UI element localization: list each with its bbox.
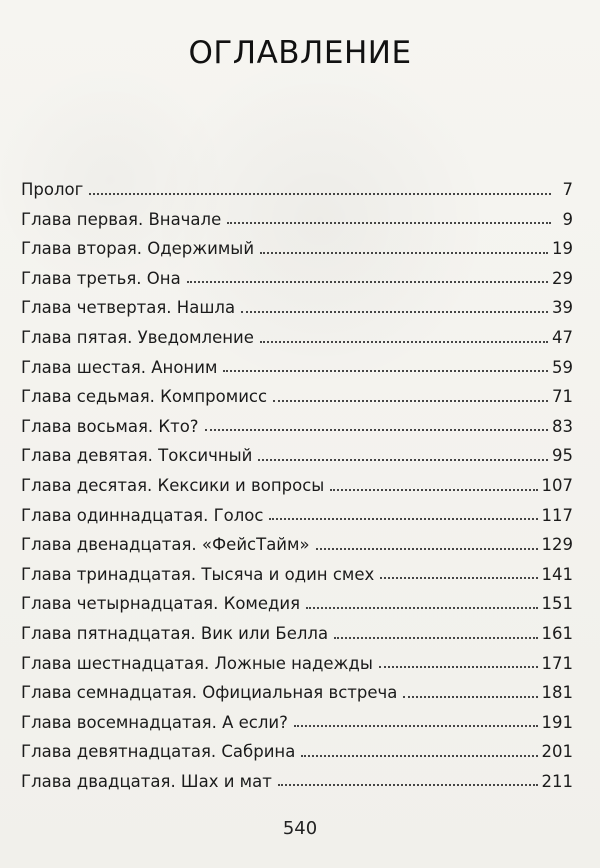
toc-entry [21, 583, 573, 613]
toc-entry-page-number: 107 [541, 476, 573, 496]
dot-leader [403, 696, 537, 698]
toc-entry-title: Глава шестая. Аноним [21, 357, 218, 377]
toc-entry [21, 376, 573, 406]
toc-entry [21, 258, 573, 288]
toc-entry-title: Глава пятая. Уведомление [21, 328, 254, 348]
toc-entry-title: Глава восемнадцатая. А если? [21, 712, 288, 732]
toc-entry-page-number: 141 [541, 564, 573, 584]
toc-entry [21, 731, 573, 761]
toc-entry [21, 317, 573, 347]
dot-leader [380, 577, 537, 579]
dot-leader [258, 459, 548, 461]
toc-entry [21, 702, 573, 732]
toc-entry-title: Глава вторая. Одержимый [21, 239, 255, 259]
toc-entry-title: Глава четвертая. Нашла [21, 298, 236, 318]
toc-entry [21, 465, 573, 495]
toc-entry-page-number: 29 [552, 268, 573, 288]
toc-entry-title: Глава восьмая. Кто? [21, 416, 199, 436]
dot-leader [205, 429, 548, 431]
toc-entry-title: Глава четырнадцатая. Комедия [21, 594, 301, 614]
toc-entry-title: Глава семнадцатая. Официальная встреча [21, 683, 398, 703]
toc-entry-title: Глава третья. Она [21, 268, 181, 288]
dot-leader [223, 370, 548, 372]
dot-leader [187, 281, 548, 283]
dot-leader [379, 666, 538, 668]
toc-entry-page-number: 171 [541, 653, 573, 673]
toc-entry-title: Глава шестнадцатая. Ложные надежды [21, 653, 373, 673]
toc-entry [21, 169, 573, 199]
toc-entry-title: Глава девятая. Токсичный [21, 446, 253, 466]
toc-entry [21, 228, 573, 258]
toc-entry [21, 435, 573, 465]
toc-entry-page-number: 95 [552, 446, 573, 466]
toc-entry-title: Глава двенадцатая. «ФейсТайм» [21, 535, 310, 555]
toc-entry-page-number: 71 [552, 387, 573, 407]
toc-entry-title: Глава тринадцатая. Тысяча и один смех [21, 564, 375, 584]
toc-entry [21, 287, 573, 317]
dot-leader [294, 725, 538, 727]
toc-entry [21, 613, 573, 643]
toc-entry [21, 761, 573, 791]
dot-leader [301, 755, 537, 757]
toc-entry-page-number: 181 [541, 683, 573, 703]
toc-entry [21, 672, 573, 702]
toc-entry [21, 524, 573, 554]
toc-entry-page-number: 19 [552, 239, 573, 259]
toc-entry-page-number: 7 [562, 180, 573, 200]
toc-entry-page-number: 191 [541, 712, 573, 732]
toc-entry [21, 406, 573, 436]
toc-entry-page-number: 117 [541, 505, 573, 525]
table-of-contents [21, 169, 573, 790]
toc-entry-page-number: 151 [541, 594, 573, 614]
dot-leader [278, 784, 538, 786]
toc-entry-title: Глава первая. Вначале [21, 209, 222, 229]
toc-entry-title: Глава девятнадцатая. Сабрина [21, 742, 296, 762]
dot-leader [241, 311, 548, 313]
toc-entry [21, 643, 573, 673]
dot-leader [330, 489, 537, 491]
toc-entry-title: Глава пятнадцатая. Вик или Белла [21, 624, 329, 643]
toc-entry [21, 554, 573, 584]
toc-entry-page-number: 211 [541, 771, 573, 791]
dot-leader [227, 222, 551, 224]
dot-leader [269, 518, 537, 520]
toc-entry-page-number: 47 [552, 328, 573, 348]
dot-leader [260, 341, 548, 343]
toc-entry [21, 347, 573, 377]
dot-leader [260, 252, 548, 254]
toc-entry-page-number: 161 [541, 624, 573, 643]
toc-entry-title: Глава десятая. Кексики и вопросы [21, 476, 325, 496]
dot-leader [273, 400, 548, 402]
dot-leader [334, 637, 537, 639]
toc-entry-page-number: 59 [552, 357, 573, 377]
page-title: ОГЛАВЛЕНИЕ [188, 34, 412, 71]
dot-leader [316, 548, 538, 550]
toc-entry-page-number: 129 [541, 535, 573, 555]
toc-entry-page-number: 83 [552, 416, 573, 436]
toc-entry-title: Глава одиннадцатая. Голос [21, 505, 264, 525]
toc-entry [21, 495, 573, 525]
toc-entry-page-number: 9 [562, 209, 573, 229]
toc-entry [21, 199, 573, 229]
dot-leader [306, 607, 537, 609]
toc-entry-page-number: 201 [541, 742, 573, 762]
toc-entry-title: Глава седьмая. Компромисс [21, 387, 268, 407]
toc-entry-title: Пролог [21, 180, 84, 200]
page-number: 540 [282, 818, 318, 839]
toc-entry-page-number: 39 [552, 298, 573, 318]
toc-entry-title: Глава двадцатая. Шах и мат [21, 771, 272, 791]
dot-leader [89, 193, 551, 195]
